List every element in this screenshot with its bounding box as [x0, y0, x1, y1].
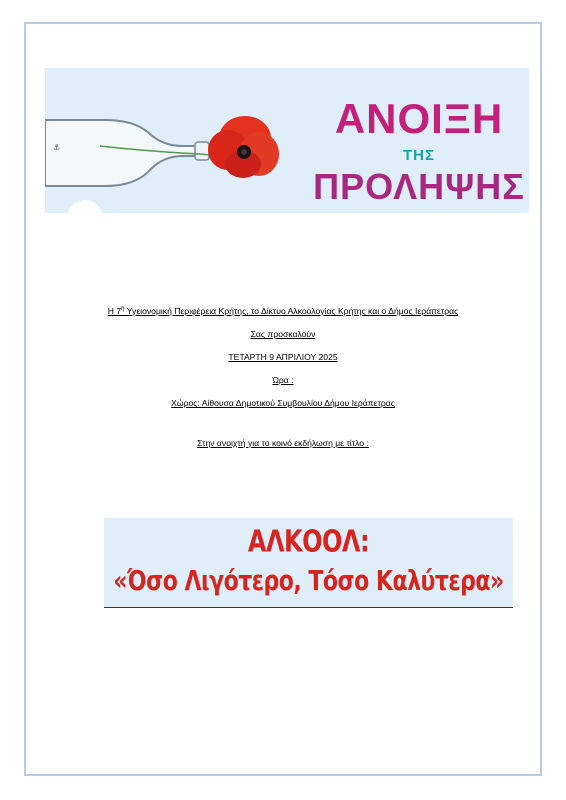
invite-line: Σας προσκαλούν [250, 329, 316, 339]
invitation-text [60, 306, 506, 448]
organizers-line: Η $7^\eta$ Υγειονομική Περιφέρεια Κρήτης, το Δίκτυο Αλκοολογίας Κρήτης και ο Δήμος Ιεράπετρας [107, 306, 459, 316]
svg-text:⚓: ⚓ [53, 143, 61, 152]
header-banner [45, 68, 529, 213]
time-line: Ώρα : [272, 375, 294, 385]
event-title-line2: «Όσο Λιγότερο, Τόσο Καλύτερα» [113, 566, 504, 598]
bottle-neck [195, 142, 209, 160]
date-line: ΤΕΤΑΡΤΗ 9 ΑΠΡΙΛΙΟΥ 2025 [228, 352, 338, 362]
banner-title [309, 95, 529, 207]
banner-title-line3: ΠΡΟΛΗΨΗΣ [313, 166, 525, 207]
venue-line: Χώρος: Αίθουσα Δημοτικού Συμβουλίου Δήμου Ιεράπετρας [171, 398, 395, 408]
event-title-line1: ΑΛΚΟΟΛ: [247, 524, 370, 559]
poppy-icon [208, 116, 279, 178]
banner-title-line1: ΑΝΟΙΞΗ [334, 95, 504, 142]
banner-title-line2: ΤΗΣ [403, 147, 435, 164]
event-intro-line: Στην ανοιχτή για το κοινό εκδήλωση με τίτλο : [197, 438, 369, 448]
event-title-banner [104, 518, 513, 608]
